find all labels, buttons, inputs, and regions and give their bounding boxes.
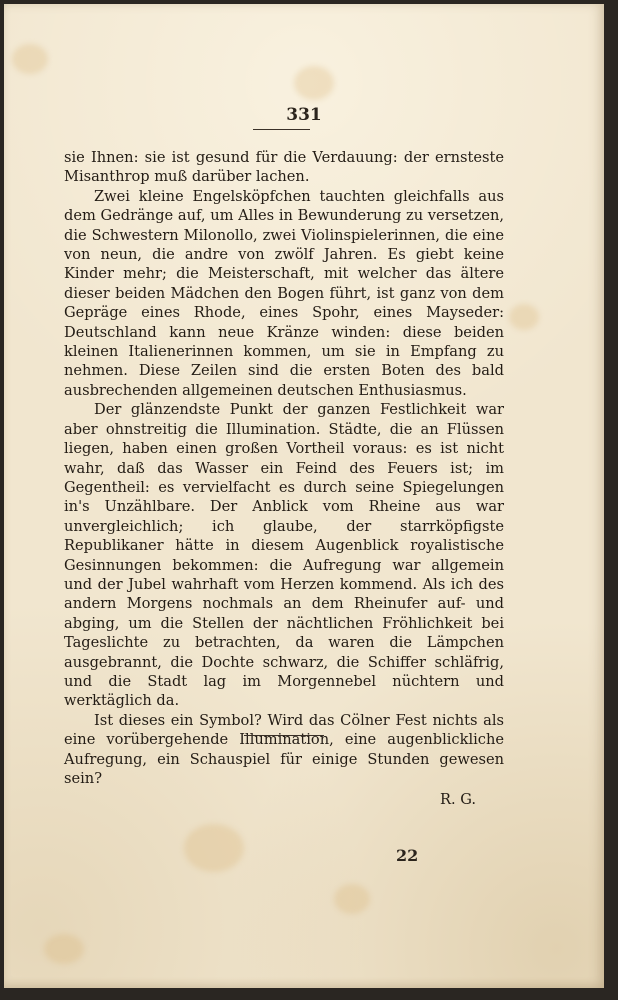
page-number: 331: [286, 105, 322, 125]
paragraph: Der glänzendste Punkt der ganzen Festlichkeit war aber ohnstreitig die Illumination. Städte, die an Flüssen liegen, haben einen großen Vortheil voraus: es ist nicht wahr, daß das Wasser ein Feind des Feuers ist; im Gegentheil: es vervielfacht es durch seine Spiegelungen in's Unzählbare. Der Anblick vom Rheine aus war unvergleichlich; ich glaube, der starrköpfigste Republikaner hätte in diesem Augenblick royalistische Gesinnungen bekommen: die Aufregung war allgemein und der Jubel wahrhaft vom Herzen kommend. Als ich des andern Morgens nochmals an dem Rheinufer auf- und abging, um die Stellen der nächtlichen Fröhlichkeit bei Tageslichte zu betrachten, da waren die Lämpchen ausgebrannt, die Dochte schwarz, die Schiffer schläfrig, und die Stadt lag im Morgennebel nüchtern und werktäglich da.: [64, 401, 504, 710]
paper-stain: [12, 44, 48, 74]
book-page: [4, 4, 604, 988]
paper-stain: [509, 304, 539, 330]
paragraph: Ist dieses ein Symbol? Wird das Cölner Fest nichts als eine vorübergehende Illumination, eine augenblickliche Aufregung, ein Schauspiel für einige Stunden gewesen sein?: [64, 711, 504, 787]
paper-stain: [334, 884, 370, 914]
paper-stain: [44, 934, 84, 964]
paragraph: sie Ihnen: sie ist gesund für die Verdauung: der ernsteste Misanthrop muß darüber lachen.: [64, 149, 504, 186]
header-rule: [253, 129, 310, 130]
author-signature: R. G.: [439, 791, 476, 809]
printer-signature-mark: 22: [396, 846, 419, 865]
closing-rule: [244, 735, 324, 736]
paragraph: Zwei kleine Engelsköpfchen tauchten gleichfalls aus dem Gedränge auf, um Alles in Bewunderung zu versetzen, die Schwestern Milonollo, zwei Violinspielerinnen, die eine von neun, die andre von zwölf Jahren. Es giebt keine Kinder mehr; die Meisterschaft, mit welcher das ältere dieser beiden Mädchen den Bogen führt, ist ganz von dem Gepräge eines Rhode, eines Spohr, eines Mayseder: Deutschland kann neue Kränze winden: diese beiden kleinen Italienerinnen kommen, um sie in Empfang zu nehmen. Diese Zeilen sind die ersten Boten des bald ausbrechenden allgemeinen deutschen Enthusiasmus.: [64, 187, 504, 399]
paper-stain: [184, 824, 244, 872]
paper-stain: [294, 66, 334, 100]
body-text: [64, 148, 504, 810]
